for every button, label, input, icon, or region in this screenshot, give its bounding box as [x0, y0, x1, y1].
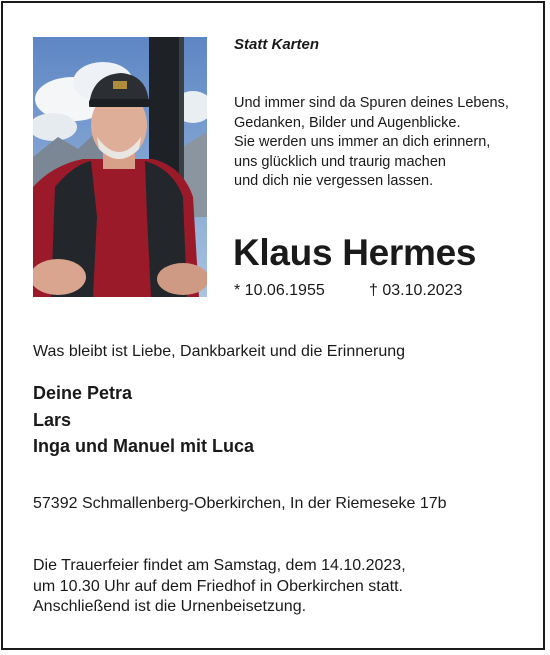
funeral-info [33, 556, 406, 618]
mourner-name: Inga und Manuel mit Luca [33, 436, 255, 456]
death-date: † 03.10.2023 [369, 282, 463, 299]
poem-line: Und immer sind da Spuren deines Lebens, [234, 95, 509, 111]
poem-line: Gedanken, Bilder und Augenblicke. [234, 114, 461, 131]
funeral-line: Anschließend ist die Urnenbeisetzung. [33, 598, 307, 615]
family-address: 57392 Schmallenberg-Oberkirchen, In der Riemeseke 17b [33, 495, 447, 512]
mourners-list [33, 380, 254, 460]
poem [234, 94, 509, 192]
closing-sentence: Was bleibt ist Liebe, Dankbarkeit und die Erinnerung [33, 343, 406, 360]
funeral-line: um 10.30 Uhr auf dem Friedhof in Oberkirchen statt. [33, 577, 403, 595]
poem-line: uns glücklich und traurig machen [234, 153, 446, 170]
poem-line: Sie werden uns immer an dich erinnern, [234, 134, 491, 150]
deceased-name: Klaus Hermes [233, 232, 477, 273]
mourner-name: Lars [33, 409, 72, 430]
statt-karten-note: Statt Karten [234, 36, 320, 53]
life-dates [234, 282, 462, 300]
mourner-name: Deine Petra [33, 383, 133, 403]
portrait-photo [33, 37, 207, 297]
birth-date: * 10.06.1955 [234, 282, 325, 299]
funeral-line: Die Trauerfeier findet am Samstag, dem 14.10.2023, [33, 557, 406, 574]
poem-line: und dich nie vergessen lassen. [234, 173, 434, 189]
